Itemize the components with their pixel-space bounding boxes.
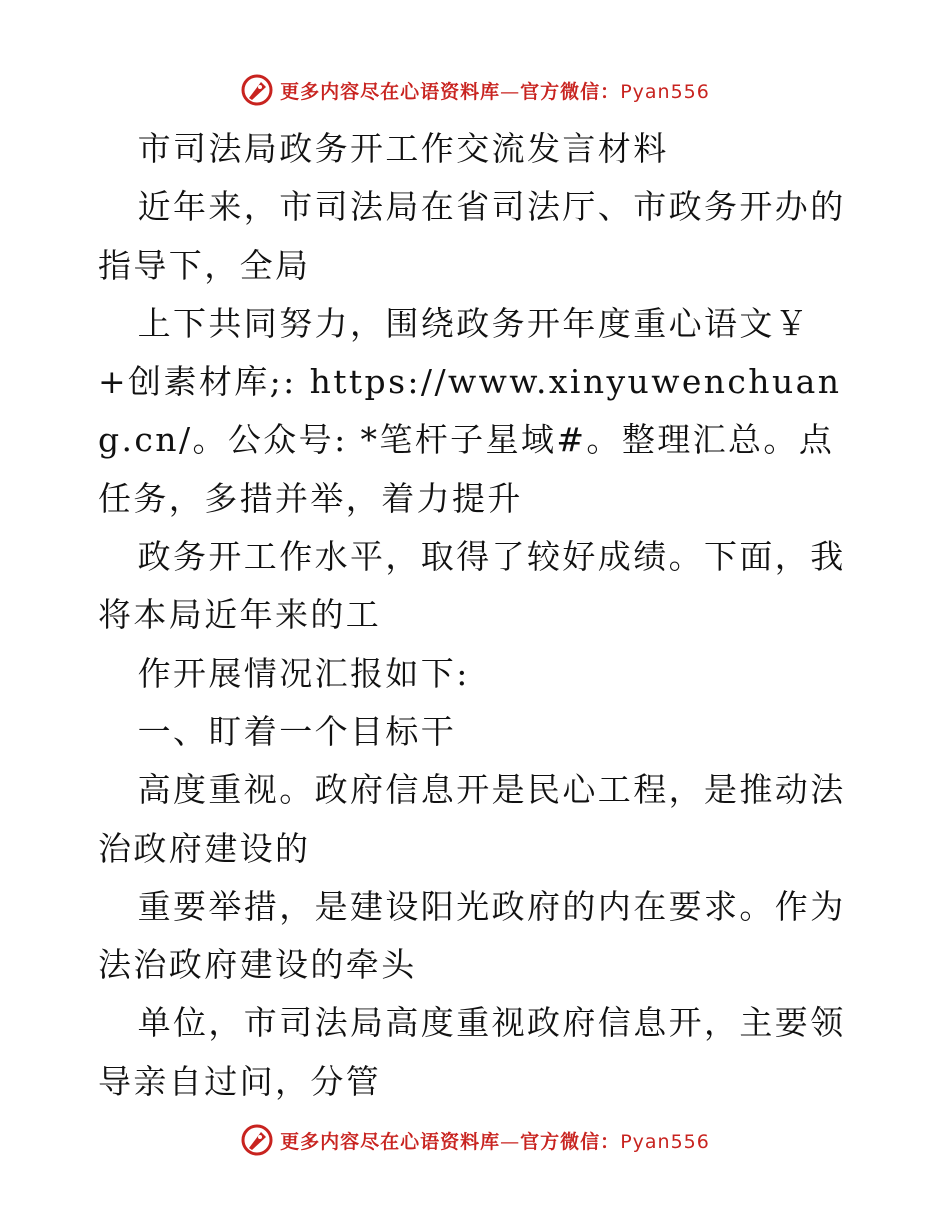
document-title: 市司法局政务开工作交流发言材料 — [137, 129, 669, 168]
paragraph: 近年来，市司法局在省司法厅、市政务开办的指导下，全局 — [98, 187, 846, 285]
watermark-text — [280, 1127, 710, 1154]
header-watermark — [0, 70, 950, 110]
watermark-separator: — — [500, 80, 521, 103]
paragraph: 重要举措，是建设阳光政府的内在要求。作为法治政府建设的牵头 — [98, 886, 846, 985]
paragraph: 高度重视。政府信息开是民心工程，是推动法治政府建设的 — [98, 770, 846, 868]
watermark-text — [280, 77, 710, 104]
watermark-separator: — — [500, 1130, 521, 1153]
watermark-wechat-id: Pyan556 — [620, 1130, 710, 1153]
paragraph: 上下共同努力，围绕政务开年度重心语文￥+创素材库;: https://www.xinyuwenchuang.cn/。公众号: *笔杆子星域#。整理汇总。点任务，多措并举，着力提升 — [98, 303, 842, 518]
paragraph: 单位，市司法局高度重视政府信息开，主要领导亲自过问，分管 — [98, 1003, 846, 1101]
section-heading: 一、盯着一个目标干 — [137, 711, 457, 751]
pen-nib-logo-icon — [240, 73, 274, 107]
watermark-brand: 更多内容尽在心语资料库 — [280, 1130, 501, 1153]
watermark-wechat-id: Pyan556 — [620, 80, 710, 103]
watermark-wechat-label: 官方微信： — [520, 80, 621, 103]
footer-watermark — [0, 1120, 950, 1160]
watermark-wechat-label: 官方微信： — [520, 1130, 621, 1153]
pen-nib-logo-icon — [240, 1123, 274, 1157]
watermark-brand: 更多内容尽在心语资料库 — [280, 80, 501, 103]
document-body — [98, 120, 858, 1111]
paragraph: 作开展情况汇报如下: — [137, 653, 470, 693]
paragraph: 政务开工作水平，取得了较好成绩。下面，我将本局近年来的工 — [98, 537, 846, 635]
